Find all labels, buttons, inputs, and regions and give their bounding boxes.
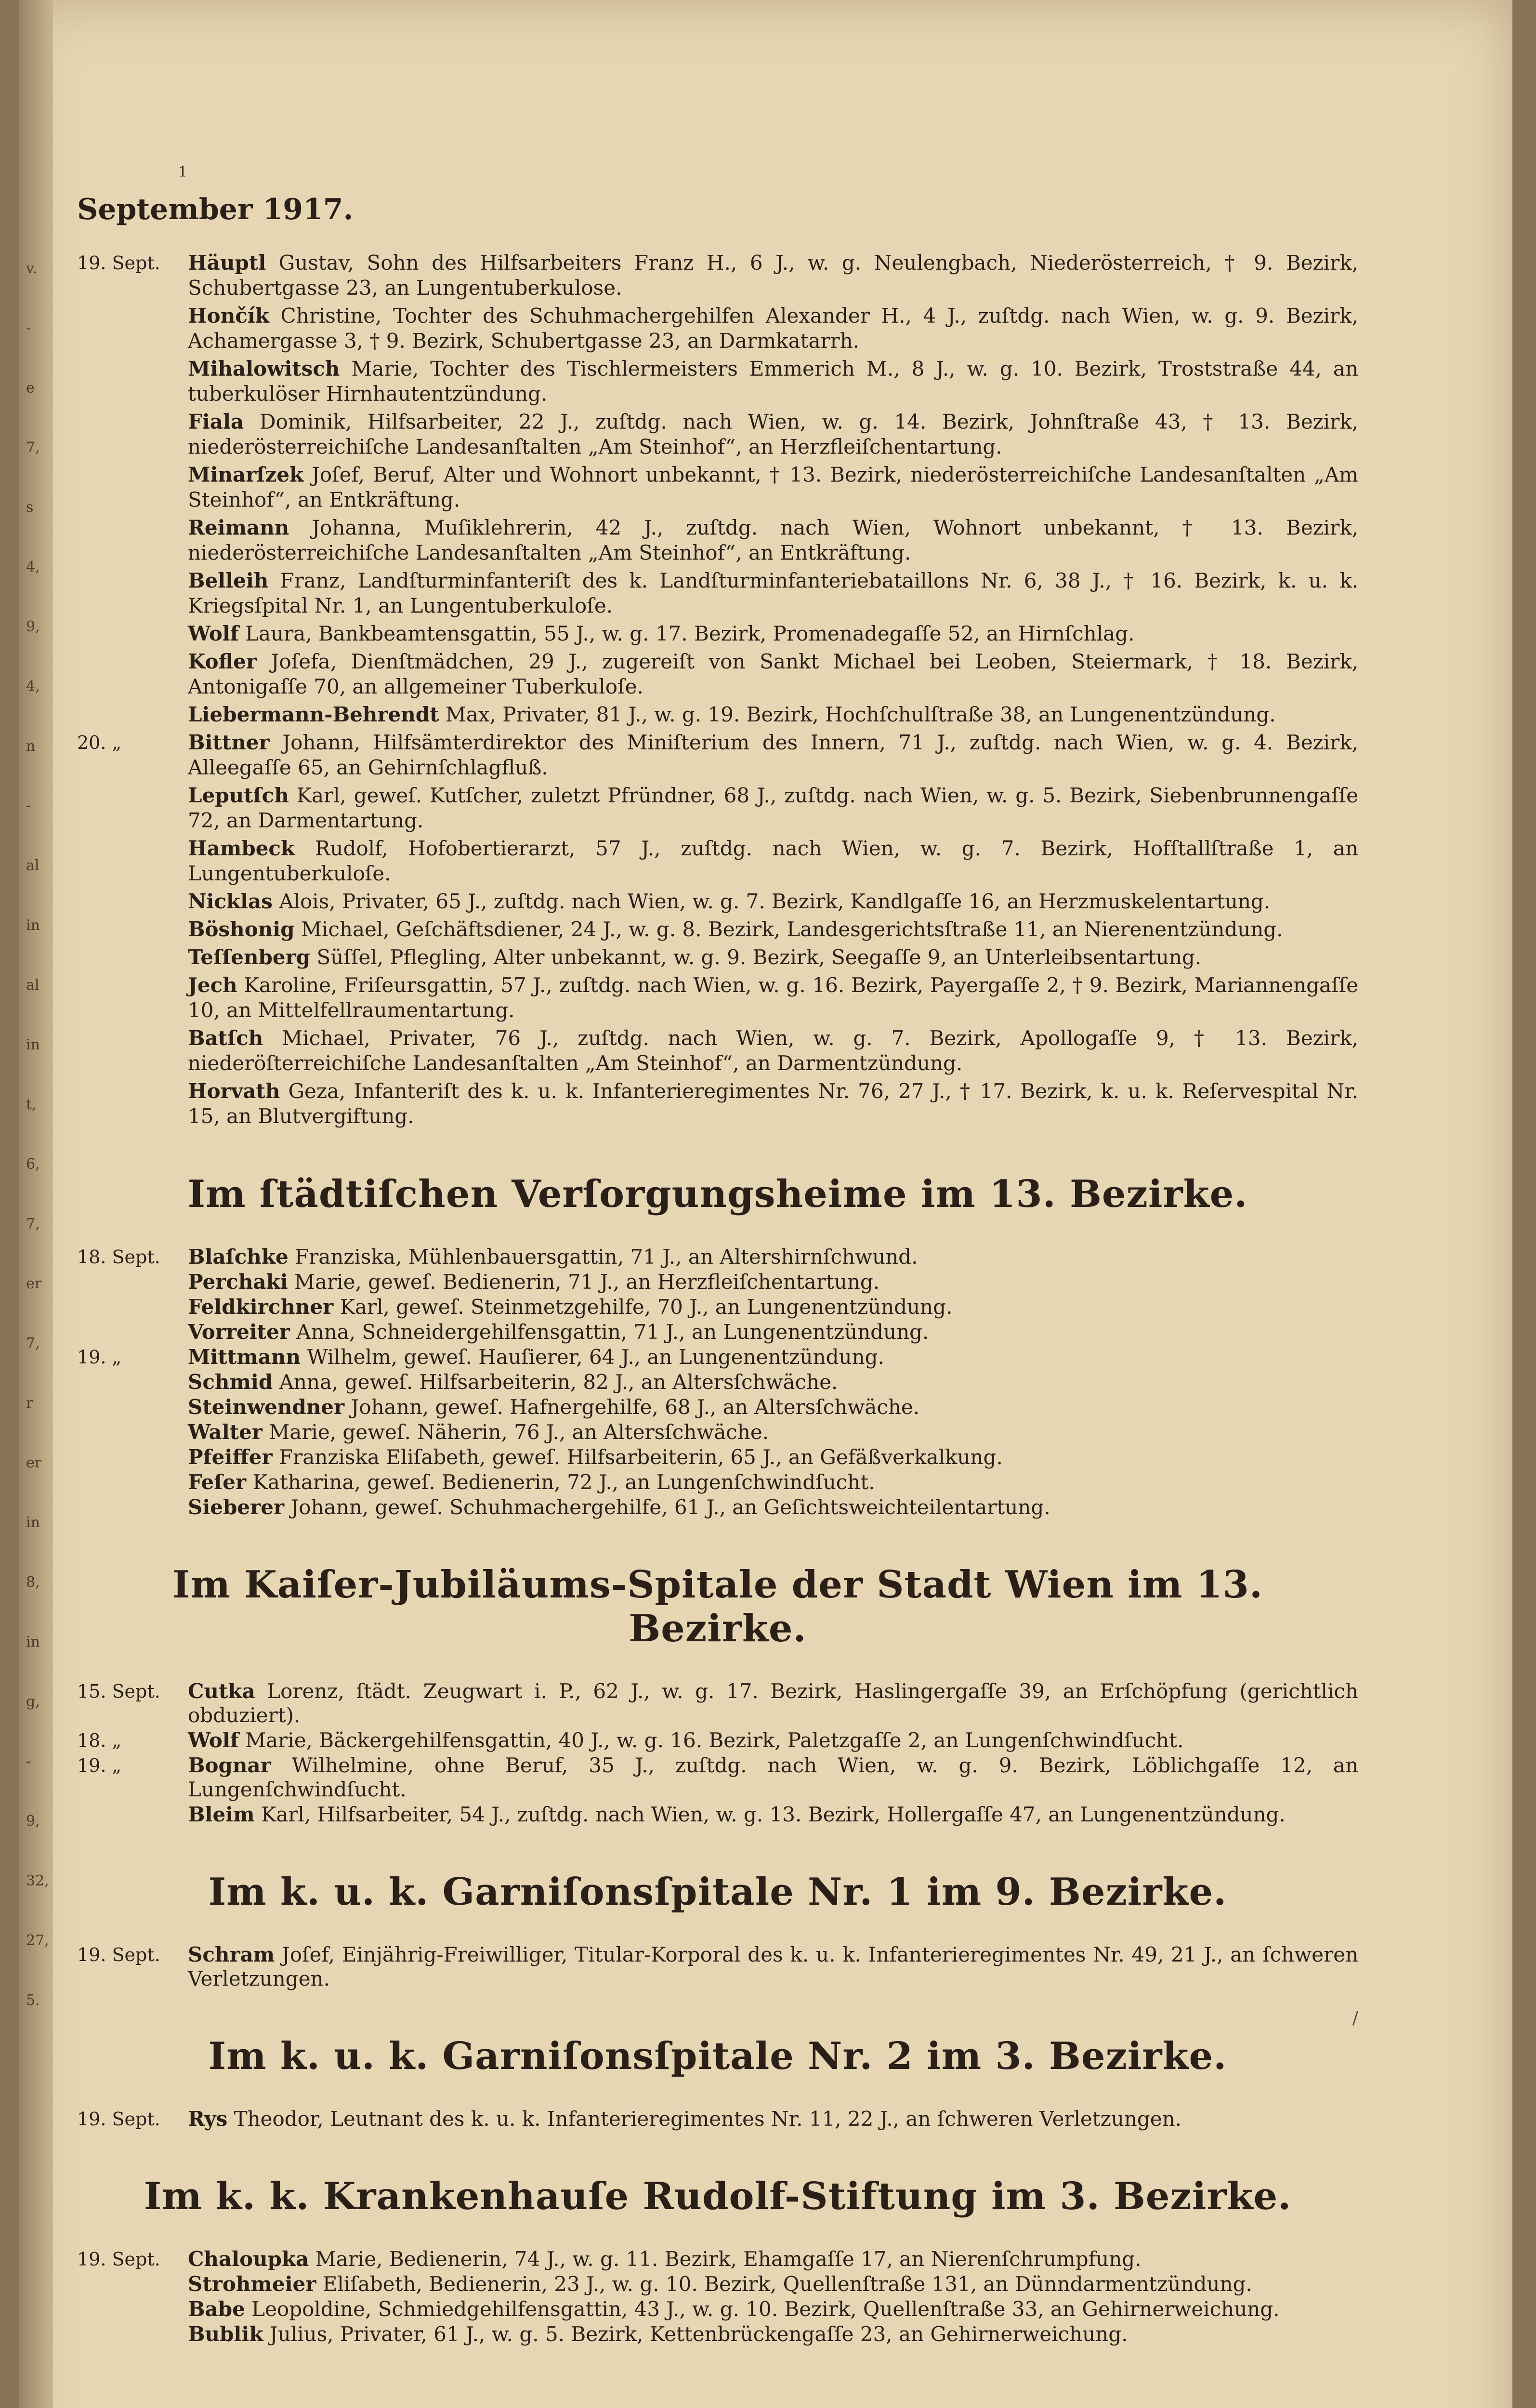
death-entry bbox=[77, 836, 1358, 886]
entry-details: Süſſel, Pflegling, Alter unbekannt, w. g. 9. Bezirk, Seegaſſe 9, an Unterleibsentartung. bbox=[316, 945, 1202, 969]
gutter-fragment: n bbox=[26, 738, 36, 755]
entry-surname: Blaſchke bbox=[188, 1245, 289, 1269]
gutter-fragment: s bbox=[26, 499, 34, 516]
entry-surname: Mihalowitsch bbox=[188, 357, 340, 380]
gutter-fragment: r bbox=[26, 1395, 33, 1412]
entry-date: 15. Sept. bbox=[77, 1681, 160, 1702]
death-entry bbox=[77, 1754, 1358, 1802]
entry-surname: Cutka bbox=[188, 1679, 255, 1703]
death-entry bbox=[77, 1445, 1358, 1469]
death-entry bbox=[77, 2247, 1358, 2271]
death-entry bbox=[77, 2297, 1358, 2321]
gutter-fragment: er bbox=[26, 1454, 42, 1471]
entry-surname: Häuptl bbox=[188, 251, 266, 275]
entry-surname: Reimann bbox=[188, 516, 289, 539]
entry-surname: Leputſch bbox=[188, 784, 289, 807]
entry-details: Max, Privater, 81 J., w. g. 19. Bezirk, Hochſchulſtraße 38, an Lungenentzündung. bbox=[445, 703, 1276, 726]
entry-details: Karl, Hilfsarbeiter, 54 J., zuſtdg. nach Wien, w. g. 13. Bezirk, Hollergaſſe 47, an Lungenentzündung. bbox=[261, 1803, 1286, 1826]
entry-details: Gustav, Sohn des Hilfsarbeiters Franz H., 6 J., w. g. Neulengbach, Niederösterreich, † 9. Bezirk, Schubertgasse 23, an Lungentuberkulose. bbox=[188, 251, 1358, 300]
death-entry bbox=[77, 1345, 1358, 1369]
gutter-fragment: - bbox=[26, 798, 31, 814]
entry-details: Franziska Eliſabeth, geweſ. Hilfsarbeiterin, 65 J., an Gefäßverkalkung. bbox=[279, 1445, 1003, 1469]
death-entry bbox=[77, 730, 1358, 780]
death-entry bbox=[77, 702, 1358, 727]
institution-section bbox=[77, 1172, 1358, 1519]
death-entry bbox=[77, 973, 1358, 1023]
entry-details: Joſefa, Dienſtmädchen, 29 J., zugereiſt von Sankt Michael bei Leoben, Steiermark, † 18. Bezirk, Antonigaſſe 70, an allgemeiner Tuberkuloſe. bbox=[188, 650, 1359, 698]
entry-surname: Perchaki bbox=[188, 1270, 288, 1294]
death-entry bbox=[77, 1728, 1358, 1753]
entry-surname: Strohmeier bbox=[188, 2272, 316, 2296]
gutter-fragment: in bbox=[26, 1036, 40, 1053]
death-entry bbox=[77, 917, 1358, 942]
death-entry bbox=[77, 1420, 1358, 1444]
entry-date: 19. Sept. bbox=[77, 2108, 160, 2130]
main-entry-list bbox=[77, 250, 1358, 1129]
entry-details: Karoline, Friſeursgattin, 57 J., zuſtdg. nach Wien, w. g. 16. Bezirk, Payergaſſe 2, † 9. Bezirk, Mariannengaſſe 10, an Mittelfellraumentartung. bbox=[188, 973, 1358, 1022]
gutter-fragment: 6, bbox=[26, 1156, 40, 1173]
death-entry bbox=[77, 250, 1358, 301]
entry-surname: Horvath bbox=[188, 1079, 280, 1103]
entry-details: Christine, Tochter des Schuhmachergehilfen Alexander H., 4 J., zuſtdg. nach Wien, w. g. 9. Bezirk, Achamergasse 3, † 9. Bezirk, Schubertgasse 23, an Darmkatarrh. bbox=[188, 304, 1358, 353]
entry-surname: Bleim bbox=[188, 1803, 255, 1826]
gutter-fragment: 7, bbox=[26, 1335, 40, 1352]
edge-mark: / bbox=[1352, 2008, 1358, 2028]
section-title: Im ſtädtiſchen Verſorgungsheime im 13. Bezirke. bbox=[187, 1172, 1248, 1216]
section-title: Im Kaiſer-Jubiläums-Spitale der Stadt Wien im 13. Bezirke. bbox=[172, 1563, 1263, 1650]
death-entry bbox=[77, 1026, 1358, 1076]
gutter-fragment: 7, bbox=[26, 439, 40, 456]
death-entry bbox=[77, 409, 1358, 459]
entry-details: Julius, Privater, 61 J., w. g. 5. Bezirk, Kettenbrückengaſſe 23, an Gehirnerweichung. bbox=[269, 2322, 1128, 2346]
entry-details: Theodor, Leutnant des k. u. k. Infanterieregimentes Nr. 11, 22 J., an ſchweren Verletzungen. bbox=[234, 2107, 1182, 2131]
death-entry bbox=[77, 783, 1358, 833]
entry-surname: Feldkirchner bbox=[188, 1295, 334, 1319]
death-entry bbox=[77, 1320, 1358, 1344]
entry-details: Marie, geweſ. Näherin, 76 J., an Altersſchwäche. bbox=[269, 1420, 769, 1444]
gutter-fragment: 8, bbox=[26, 1574, 40, 1591]
death-entry bbox=[77, 2107, 1358, 2131]
institution-section bbox=[77, 2174, 1358, 2346]
death-entry bbox=[77, 1470, 1358, 1494]
entry-surname: Nicklas bbox=[188, 890, 273, 913]
entry-surname: Rys bbox=[188, 2107, 228, 2131]
entry-details: Joſef, Einjährig-Freiwilliger, Titular-Korporal des k. u. k. Infanterieregimentes Nr. 49, 21 J., an ſchweren Verletzungen. bbox=[188, 1943, 1358, 1990]
entry-details: Michael, Geſchäftsdiener, 24 J., w. g. 8. Bezirk, Landesgerichtsſtraße 11, an Nierenentzündung. bbox=[301, 917, 1283, 941]
entry-details: Michael, Privater, 76 J., zuſtdg. nach Wien, w. g. 7. Bezirk, Apollogaſſe 9, † 13. Bezirk, niederöſterreichiſche Landesanſtalten „Am Steinhof“, an Darmentzündung. bbox=[188, 1026, 1358, 1075]
entry-date: 18. „ bbox=[77, 1730, 122, 1751]
gutter-fragment: e bbox=[26, 380, 35, 396]
entry-surname: Wolf bbox=[188, 1728, 239, 1752]
entry-details: Johann, Hilfsämterdirektor des Miniſterium des Innern, 71 J., zuſtdg. nach Wien, w. g. 4. Bezirk, Alleegaſſe 65, an Gehirnſchlagfluß. bbox=[188, 731, 1358, 779]
death-entry bbox=[77, 515, 1358, 565]
entry-surname: Wolf bbox=[188, 622, 239, 645]
entry-surname: Hončík bbox=[188, 304, 269, 327]
entry-surname: Steinwendner bbox=[188, 1395, 345, 1419]
death-entry bbox=[77, 568, 1358, 618]
entry-details: Johann, geweſ. Schuhmachergehilfe, 61 J., an Geſichtsweichteilentartung. bbox=[290, 1495, 1050, 1519]
left-gutter-fragment bbox=[19, 0, 53, 2408]
entry-details: Franziska, Mühlenbauersgattin, 71 J., an Altershirnſchwund. bbox=[295, 1245, 918, 1269]
entry-date: 19. Sept. bbox=[77, 1944, 160, 1965]
entry-surname: Batſch bbox=[188, 1026, 263, 1050]
gutter-fragment: in bbox=[26, 1514, 40, 1531]
gutter-fragment: - bbox=[26, 1753, 31, 1770]
entry-details: Karl, geweſ. Steinmetzgehilfe, 70 J., an Lungenentzündung. bbox=[340, 1295, 953, 1319]
entry-details: Marie, geweſ. Bedienerin, 71 J., an Herzfleiſchentartung. bbox=[294, 1270, 880, 1294]
entry-surname: Bognar bbox=[188, 1754, 271, 1777]
entry-surname: Bittner bbox=[188, 731, 270, 754]
death-entry bbox=[77, 303, 1358, 353]
gutter-fragment: 9, bbox=[26, 618, 40, 635]
entry-surname: Böshonig bbox=[188, 917, 295, 941]
institution-section bbox=[77, 1563, 1358, 1827]
entry-details: Lorenz, ſtädt. Zeugwart i. P., 62 J., w. g. 17. Bezirk, Haslingergaſſe 39, an Erſchöpfung (gerichtlich obduziert). bbox=[188, 1679, 1358, 1727]
section-title: Im k. k. Krankenhauſe Rudolf-Stiftung im 3. Bezirke. bbox=[144, 2174, 1292, 2218]
death-entry bbox=[77, 1495, 1358, 1519]
death-entry bbox=[77, 1943, 1358, 1991]
entry-date: 19. Sept. bbox=[77, 2249, 160, 2270]
entry-details: Leopoldine, Schmiedgehilfensgattin, 43 J., w. g. 10. Bezirk, Quellenſtraße 33, an Gehirnerweichung. bbox=[251, 2297, 1280, 2321]
entry-surname: Hambeck bbox=[188, 837, 295, 860]
death-entry bbox=[77, 1370, 1358, 1394]
entry-surname: Mittmann bbox=[188, 1345, 301, 1369]
gutter-fragment: 4, bbox=[26, 678, 40, 695]
death-entry bbox=[77, 1245, 1358, 1269]
entry-surname: Schram bbox=[188, 1943, 275, 1966]
gutter-fragment: g, bbox=[26, 1693, 40, 1710]
entry-surname: Feſer bbox=[188, 1470, 247, 1494]
entry-surname: Pfeiffer bbox=[188, 1445, 273, 1469]
document-page bbox=[19, 0, 1512, 2408]
death-entry bbox=[77, 1270, 1358, 1294]
entry-details: Laura, Bankbeamtensgattin, 55 J., w. g. 17. Bezirk, Promenadegaſſe 52, an Hirnſchlag. bbox=[245, 622, 1135, 645]
entry-surname: Belleih bbox=[188, 569, 269, 592]
entry-details: Marie, Tochter des Tischlermeisters Emmerich M., 8 J., w. g. 10. Bezirk, Troststraße 44, an tuberkulöser Hirnhautentzündung. bbox=[188, 357, 1358, 406]
top-mark: 1 bbox=[178, 164, 188, 181]
death-entry bbox=[77, 1079, 1358, 1129]
entry-surname: Babe bbox=[188, 2297, 245, 2321]
entry-details: Johanna, Muſiklehrerin, 42 J., zuſtdg. nach Wien, Wohnort unbekannt, † 13. Bezirk, niederösterreichiſche Landesanſtalten „Am Steinhof“, an Entkräftung. bbox=[188, 516, 1358, 564]
death-entry bbox=[77, 462, 1358, 512]
gutter-fragment: 4, bbox=[26, 559, 40, 576]
gutter-fragment: al bbox=[26, 857, 39, 874]
section-title: Im k. u. k. Garniſonsſpitale Nr. 2 im 3. Bezirke. bbox=[208, 2034, 1227, 2078]
entry-details: Wilhelmine, ohne Beruf, 35 J., zuſtdg. nach Wien, w. g. 9. Bezirk, Löblichgaſſe 12, an Lungenſchwindſucht. bbox=[188, 1754, 1358, 1801]
entry-details: Anna, Schneidergehilfensgattin, 71 J., an Lungenentzündung. bbox=[296, 1320, 929, 1344]
entry-surname: Walter bbox=[188, 1420, 263, 1444]
entry-details: Eliſabeth, Bedienerin, 23 J., w. g. 10. Bezirk, Quellenſtraße 131, an Dünndarmentzündung. bbox=[322, 2272, 1252, 2296]
period-heading: September 1917. bbox=[77, 193, 354, 226]
death-entry bbox=[77, 649, 1358, 699]
entry-date: 19. „ bbox=[77, 1347, 122, 1368]
gutter-fragment: t, bbox=[26, 1096, 37, 1113]
page-content bbox=[77, 193, 1358, 2347]
entry-details: Wilhelm, geweſ. Hauſierer, 64 J., an Lungenentzündung. bbox=[307, 1345, 884, 1369]
gutter-fragment: 27, bbox=[26, 1932, 49, 1949]
entry-details: Marie, Bäckergehilfensgattin, 40 J., w. g. 16. Bezirk, Paletzgaſſe 2, an Lungenſchwindſucht. bbox=[245, 1728, 1184, 1752]
entry-details: Marie, Bedienerin, 74 J., w. g. 11. Bezirk, Ehamgaſſe 17, an Nierenſchrumpfung. bbox=[315, 2247, 1142, 2271]
entry-details: Rudolf, Hofobertierarzt, 57 J., zuſtdg. nach Wien, w. g. 7. Bezirk, Hofſtallſtraße 1, an Lungentuberkuloſe. bbox=[188, 837, 1358, 885]
gutter-fragment: v. bbox=[26, 260, 37, 277]
entry-surname: Minarſzek bbox=[188, 463, 304, 486]
death-entry bbox=[77, 889, 1358, 914]
entry-date: 20. „ bbox=[77, 732, 122, 753]
entry-surname: Kofler bbox=[188, 650, 257, 673]
entry-details: Johann, geweſ. Hafnergehilfe, 68 J., an Altersſchwäche. bbox=[351, 1395, 920, 1419]
entry-details: Katharina, geweſ. Bedienerin, 72 J., an Lungenſchwindſucht. bbox=[252, 1470, 875, 1494]
death-entry bbox=[77, 1295, 1358, 1319]
entry-surname: Sieberer bbox=[188, 1495, 285, 1519]
entry-surname: Fiala bbox=[188, 410, 244, 433]
death-entry bbox=[77, 356, 1358, 406]
death-entry bbox=[77, 1679, 1358, 1727]
gutter-fragment: er bbox=[26, 1275, 42, 1292]
entry-surname: Schmid bbox=[188, 1370, 273, 1394]
gutter-fragment: 32, bbox=[26, 1872, 49, 1889]
entry-date: 19. „ bbox=[77, 1755, 122, 1776]
gutter-fragment: 7, bbox=[26, 1216, 40, 1232]
entry-details: Anna, geweſ. Hilfsarbeiterin, 82 J., an Altersſchwäche. bbox=[279, 1370, 838, 1394]
gutter-fragment: 9, bbox=[26, 1813, 40, 1830]
entry-date: 19. Sept. bbox=[77, 252, 160, 274]
entry-date: 18. Sept. bbox=[77, 1246, 160, 1268]
gutter-fragment: in bbox=[26, 1634, 40, 1650]
entry-details: Karl, geweſ. Kutſcher, zuletzt Pfründner, 68 J., zuſtdg. nach Wien, w. g. 5. Bezirk, Siebenbrunnengaſſe 72, an Darmentartung. bbox=[188, 784, 1359, 832]
entry-surname: Liebermann-Behrendt bbox=[188, 703, 439, 726]
gutter-fragment: 5. bbox=[26, 1992, 40, 2009]
entry-details: Franz, Landſturminfanteriſt des k. Landſturminfanteriebataillons Nr. 6, 38 J., † 16. Bezirk, k. u. k. Kriegsſpital Nr. 1, an Lungentuberkuloſe. bbox=[188, 569, 1358, 617]
entry-surname: Teſſenberg bbox=[188, 945, 311, 969]
death-entry bbox=[77, 945, 1358, 970]
entry-surname: Jech bbox=[188, 973, 237, 997]
entry-surname: Chaloupka bbox=[188, 2247, 309, 2271]
entry-details: Alois, Privater, 65 J., zuſtdg. nach Wien, w. g. 7. Bezirk, Kandlgaſſe 16, an Herzmuskelentartung. bbox=[279, 890, 1271, 913]
institution-section bbox=[77, 1870, 1358, 1991]
institution-section bbox=[77, 2034, 1358, 2131]
entry-surname: Bublik bbox=[188, 2322, 263, 2346]
death-entry bbox=[77, 621, 1358, 646]
entry-details: Dominik, Hilfsarbeiter, 22 J., zuſtdg. nach Wien, w. g. 14. Bezirk, Johnſtraße 43, † 13. Bezirk, niederösterreichiſche Landesanſtalten „Am Steinhof“, an Herzfleiſchentartung. bbox=[188, 410, 1358, 458]
death-entry bbox=[77, 2272, 1358, 2296]
section-title: Im k. u. k. Garniſonsſpitale Nr. 1 im 9. Bezirke. bbox=[208, 1870, 1227, 1914]
entry-surname: Vorreiter bbox=[188, 1320, 290, 1344]
death-entry bbox=[77, 1803, 1358, 1827]
death-entry bbox=[77, 2322, 1358, 2346]
death-entry bbox=[77, 1395, 1358, 1419]
institution-sections bbox=[77, 1172, 1358, 2346]
gutter-fragment: al bbox=[26, 977, 39, 994]
entry-details: Geza, Infanteriſt des k. u. k. Infanterieregimentes Nr. 76, 27 J., † 17. Bezirk, k. u. k. Reſervespital Nr. 15, an Blutvergiftung. bbox=[188, 1079, 1358, 1128]
gutter-fragment: in bbox=[26, 917, 40, 934]
gutter-fragment: - bbox=[26, 320, 31, 337]
entry-details: Joſef, Beruf, Alter und Wohnort unbekannt, † 13. Bezirk, niederösterreichiſche Landesanſtalten „Am Steinhof“, an Entkräftung. bbox=[188, 463, 1358, 511]
